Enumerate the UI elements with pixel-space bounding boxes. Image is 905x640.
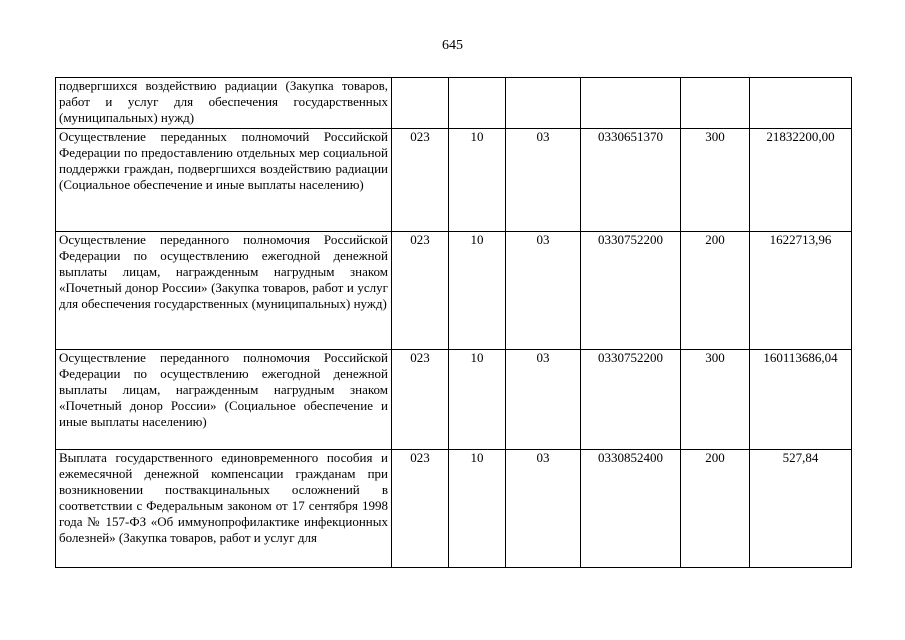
ministry-code: 023 [392, 232, 449, 350]
expense-type-code: 300 [681, 129, 750, 232]
expense-type-code: 200 [681, 232, 750, 350]
subsection-code: 03 [506, 350, 581, 450]
subsection-code: 03 [506, 129, 581, 232]
table-row [56, 350, 852, 450]
table-row [56, 450, 852, 568]
target-article-code [581, 78, 681, 129]
target-article-code: 0330852400 [581, 450, 681, 568]
table-row [56, 129, 852, 232]
table-row [56, 232, 852, 350]
amount [750, 78, 852, 129]
section-code: 10 [449, 450, 506, 568]
page-number: 645 [442, 38, 463, 53]
amount: 21832200,00 [750, 129, 852, 232]
ministry-code: 023 [392, 450, 449, 568]
subsection-code: 03 [506, 232, 581, 350]
budget-table [55, 77, 852, 568]
table-row [56, 78, 852, 129]
ministry-code: 023 [392, 129, 449, 232]
row-description: Выплата государственного единовременного пособия и ежемесячной денежной компенсации гражданам при возникновении поствакцинальных осложнений в соответствии с Федеральным законом от 17 сентября 1998 года № 157-ФЗ «Об иммунопрофилактике инфекционных болезней» (Закупка товаров, работ и услуг для [56, 450, 392, 568]
row-description: подвергшихся воздействию радиации (Закупка товаров, работ и услуг для обеспечения государственных (муниципальных) нужд) [56, 78, 392, 129]
row-description: Осуществление переданных полномочий Российской Федерации по предоставлению отдельных мер социальной поддержки граждан, подвергшихся воздействию радиации (Социальное обеспечение и иные выплаты населению) [56, 129, 392, 232]
amount: 1622713,96 [750, 232, 852, 350]
section-code [449, 78, 506, 129]
section-code: 10 [449, 129, 506, 232]
target-article-code: 0330752200 [581, 232, 681, 350]
target-article-code: 0330752200 [581, 350, 681, 450]
ministry-code [392, 78, 449, 129]
subsection-code [506, 78, 581, 129]
amount: 160113686,04 [750, 350, 852, 450]
row-description: Осуществление переданного полномочия Российской Федерации по осуществлению ежегодной денежной выплаты лицам, награжденным нагрудным знаком «Почетный донор России» (Закупка товаров, работ и услуг для обеспечения государственных (муниципальных) нужд) [56, 232, 392, 350]
amount: 527,84 [750, 450, 852, 568]
expense-type-code: 200 [681, 450, 750, 568]
section-code: 10 [449, 232, 506, 350]
expense-type-code: 300 [681, 350, 750, 450]
row-description: Осуществление переданного полномочия Российской Федерации по осуществлению ежегодной денежной выплаты лицам, награжденным нагрудным знаком «Почетный донор России» (Социальное обеспечение и иные выплаты населению) [56, 350, 392, 450]
subsection-code: 03 [506, 450, 581, 568]
section-code: 10 [449, 350, 506, 450]
target-article-code: 0330651370 [581, 129, 681, 232]
ministry-code: 023 [392, 350, 449, 450]
expense-type-code [681, 78, 750, 129]
